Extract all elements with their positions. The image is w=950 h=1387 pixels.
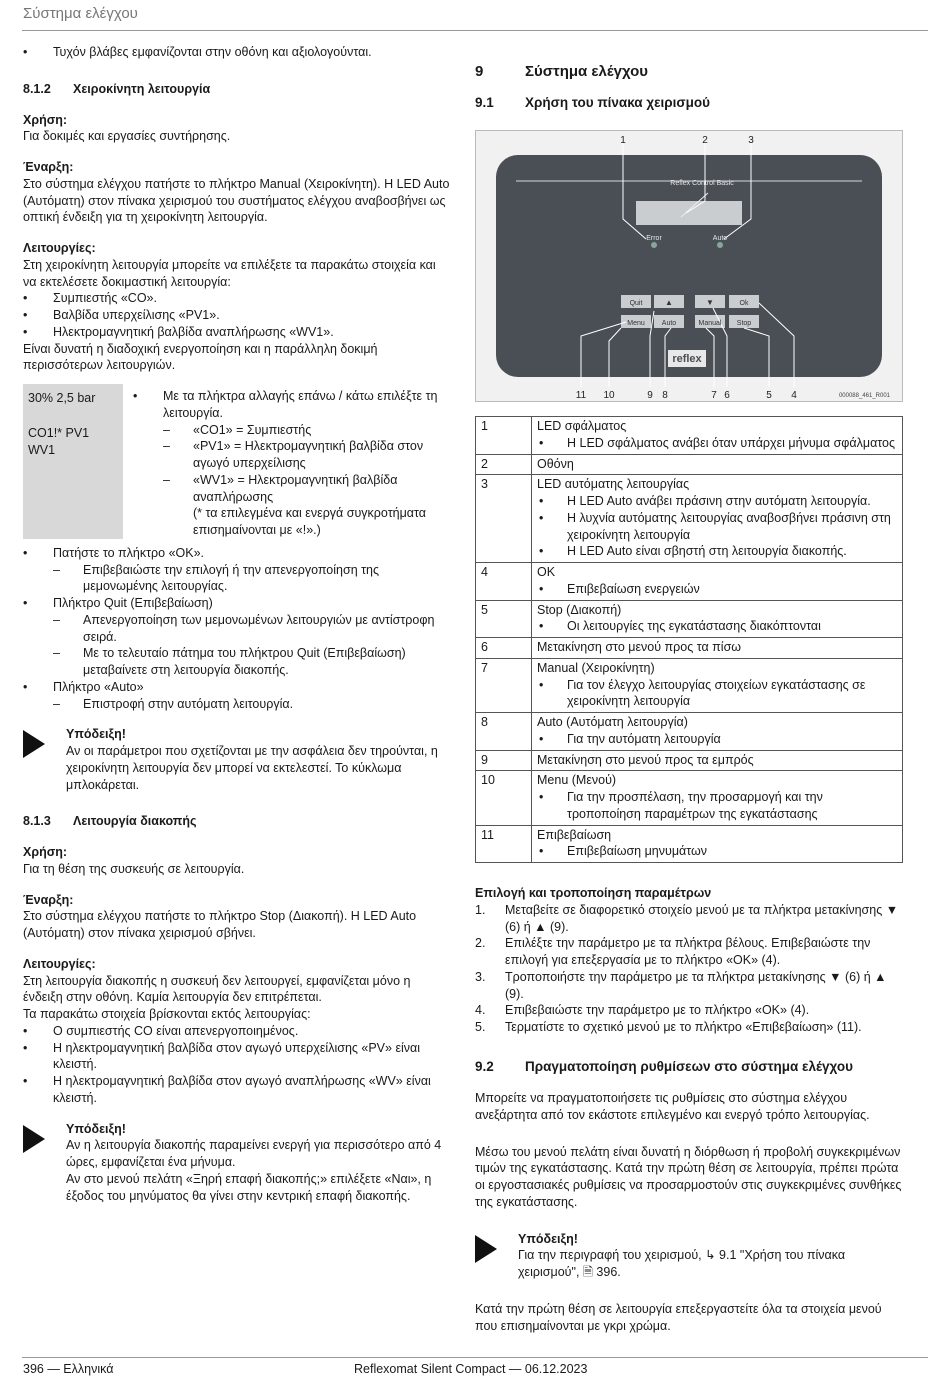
list-item: – Απενεργοποίηση των μεμονωμένων λειτουργιών με αντίστροφη σειρά. <box>23 612 451 646</box>
list-item: • Οι λειτουργίες της εγκατάστασης διακόπτονται <box>537 618 897 635</box>
panel-brand-text: Reflex Control Basic <box>670 180 734 188</box>
legend-title: Μετακίνηση στο μενού προς τα πίσω <box>537 640 742 655</box>
list-item: • Ο συμπιεστής CO είναι απενεργοποιημένος. <box>23 1023 451 1040</box>
footer-rule <box>22 1357 928 1358</box>
hint-text-1: Αν η λειτουργία διακοπής παραμείνει ενεργή για περισσότερο από 4 ώρες, εμφανίζεται ένα μήνυμα. <box>66 1138 442 1169</box>
list-item: • Η LED σφάλματος ανάβει όταν υπάρχει μήνυμα σφάλματος <box>537 435 897 452</box>
legend-description <box>532 771 903 825</box>
legend-description <box>532 638 903 659</box>
key-label: Quit <box>629 300 643 308</box>
legend-description <box>532 563 903 601</box>
list-item: 1. Μεταβείτε σε διαφορετικό στοιχείο μενού με τα πλήκτρα μετακίνησης ▼ (6) ή ▲ (9). <box>475 902 899 934</box>
hint-text[interactable]: Για την περιγραφή του χειρισμού, ↳ 9.1 "Χρήση του πίνακα χειρισμού", 🗎 396. <box>518 1248 846 1279</box>
callout-number: 8 <box>662 390 668 402</box>
legend-number: 8 <box>476 713 532 751</box>
key-label: Auto <box>661 320 677 328</box>
list-item: • Επιβεβαίωση μηνυμάτων <box>537 843 897 860</box>
section-heading-9: 9 Σύστημα ελέγχου <box>475 63 648 80</box>
list-item: • Η LED Auto είναι σβηστή στη λειτουργία διακοπής. <box>537 543 897 560</box>
list-item: • Η ηλεκτρομαγνητική βαλβίδα στον αγωγό αναπλήρωσης «WV» είναι κλειστή. <box>23 1073 451 1107</box>
hint-arrow-icon <box>475 1231 518 1281</box>
control-panel-figure <box>475 130 903 402</box>
callout-number: 7 <box>711 390 717 402</box>
panel-error-label: Error <box>646 235 662 243</box>
start-text: Στο σύστημα ελέγχου πατήστε το πλήκτρο Stop (Διακοπή). Η LED Auto (Αυτόματη) στον πίνακα χειρισμού σβήνει. <box>23 909 417 940</box>
table-row <box>476 713 903 751</box>
functions-list <box>23 290 451 340</box>
list-item: • Επιβεβαίωση ενεργειών <box>537 581 897 598</box>
list-item: • Βαλβίδα υπερχείλισης «PV1». <box>23 307 451 324</box>
reflex-logo: reflex <box>672 353 702 366</box>
table-row <box>476 658 903 712</box>
list-item: • Τυχόν βλάβες εμφανίζονται στην οθόνη και αξιολογούνται. <box>23 44 451 61</box>
params-steps <box>475 902 903 1036</box>
list-item: • Για την αυτόματη λειτουργία <box>537 731 897 748</box>
start-label: Έναρξη: <box>23 892 74 907</box>
callout-number: 6 <box>724 390 730 402</box>
legend-title: LED σφάλματος <box>537 419 627 434</box>
legend-number: 5 <box>476 600 532 638</box>
callout-number: 4 <box>791 390 797 402</box>
section-heading-8-1-2: 8.1.2 Χειροκίνητη λειτουργία <box>23 81 211 96</box>
legend-number: 7 <box>476 658 532 712</box>
legend-table <box>475 416 903 863</box>
footer-document-title: Reflexomat Silent Compact — 06.12.2023 <box>354 1362 588 1376</box>
callout-number: 10 <box>603 390 615 402</box>
settings-paragraph-3: Κατά την πρώτη θέση σε λειτουργία επεξεργαστείτε όλα τα στοιχεία μενού που επισημαίνονται με γκρι χρώμα. <box>475 1301 882 1333</box>
legend-description <box>532 658 903 712</box>
list-item: 5. Τερματίστε το σχετικό μενού με το πλήκτρο «Επιβεβαίωση» (11). <box>475 1020 862 1035</box>
legend-title: Μετακίνηση στο μενού προς τα εμπρός <box>537 752 754 767</box>
list-item: • Ηλεκτρομαγνητική βαλβίδα αναπλήρωσης «WV1». <box>23 324 451 341</box>
legend-number: 6 <box>476 638 532 659</box>
hint-text: Αν οι παράμετροι που σχετίζονται με την ασφάλεια δεν τηρούνται, η χειροκίνητη λειτουργία δεν μπορεί να εκτελεστεί. Το κύκλωμα μπλοκάρεται. <box>66 744 438 792</box>
list-item: 3. Τροποποιήστε την παράμετρο με τα πλήκτρα μετακίνησης ▼ (6) ή ▲ (9). <box>475 969 887 1001</box>
section-heading-9-2: 9.2 Πραγματοποίηση ρυθμίσεων στο σύστημα ελέγχου <box>475 1058 853 1074</box>
hint-arrow-icon <box>23 726 66 793</box>
functions-label: Λειτουργίες: <box>23 241 96 255</box>
start-label: Έναρξη: <box>23 160 74 174</box>
display-line-2: CO1!* PV1 WV1 <box>28 425 90 457</box>
hint-box-settings <box>475 1231 903 1281</box>
legend-title: Menu (Μενού) <box>537 773 617 788</box>
list-item: • Η λυχνία αυτόματης λειτουργίας αναβοσβήνει πράσινη στη χειροκίνητη λειτουργία <box>537 510 897 544</box>
legend-title: Auto (Αυτόματη λειτουργία) <box>537 715 688 730</box>
selection-note: (* τα επιλεγμένα και ενεργά συγκροτήματα επισημαίνονται με «!».) <box>193 506 427 537</box>
callout-number: 1 <box>620 135 626 147</box>
display-readout <box>23 384 123 539</box>
key-label: ▲ <box>665 298 673 308</box>
table-row <box>476 600 903 638</box>
list-item: • Για τον έλεγχο λειτουργίας στοιχείων εγκατάστασης σε χειροκίνητη λειτουργία <box>537 677 897 711</box>
start-text: Στο σύστημα ελέγχου πατήστε το πλήκτρο Manual (Χειροκίνητη). Η LED Auto (Αυτόματη) στον πίνακα χειρισμού του συστήματος ελέγχου αναβοσβήνει ως οπτική ένδειξη για τη χειροκίνητη λειτουργία. <box>23 176 450 225</box>
list-item: 2. Επιλέξτε την παράμετρο με τα πλήκτρα βέλους. Επιβεβαιώστε την επιλογή για επεξεργασία με το πλήκτρο «OK» (4). <box>475 936 871 968</box>
list-item: • Με τα πλήκτρα αλλαγής επάνω / κάτω επιλέξτε τη λειτουργία. <box>133 388 451 422</box>
page-header-title: Σύστημα ελέγχου <box>23 5 138 22</box>
header-rule <box>22 30 928 31</box>
legend-title: Επιβεβαίωση <box>537 827 612 842</box>
list-item: 4. Επιβεβαιώστε την παράμετρο με το πλήκτρο «OK» (4). <box>475 1003 810 1018</box>
list-item: • Η ηλεκτρομαγνητική βαλβίδα στον αγωγό υπερχείλισης «PV» είναι κλειστή. <box>23 1040 451 1074</box>
params-title: Επιλογή και τροποποίηση παραμέτρων <box>475 886 712 901</box>
list-item: • Συμπιεστής «CO». <box>23 290 451 307</box>
callout-number: 2 <box>702 135 708 147</box>
table-row <box>476 750 903 771</box>
list-item: • Για την προσπέλαση, την προσαρμογή και την τροποποίηση παραμέτρων της εγκατάστασης <box>537 789 897 823</box>
use-text: Για δοκιμές και εργασίες συντήρησης. <box>23 129 231 144</box>
hint-box-stop <box>23 1121 451 1205</box>
legend-number: 9 <box>476 750 532 771</box>
legend-title: LED αυτόματης λειτουργίας <box>537 477 690 492</box>
legend-description <box>532 825 903 863</box>
legend-number: 10 <box>476 771 532 825</box>
legend-description <box>532 475 903 563</box>
figure-reference: 000088_461_R001 <box>838 393 890 400</box>
panel-display <box>636 201 742 225</box>
list-item: • Η LED Auto ανάβει πράσινη στην αυτόματη λειτουργία. <box>537 493 897 510</box>
key-label: Ok <box>739 300 749 308</box>
key-label: Stop <box>736 320 752 328</box>
hint-label: Υπόδειξη! <box>66 1121 126 1136</box>
functions-text-2: Τα παρακάτω στοιχεία βρίσκονται εκτός λειτουργίας: <box>23 1007 311 1021</box>
section-heading-9-1: 9.1 Χρήση του πίνακα χειρισμού <box>475 95 710 111</box>
auto-led <box>717 242 723 248</box>
key-label: ▼ <box>706 298 714 308</box>
list-item: • Πατήστε το πλήκτρο «OK». – Επιβεβαιώστε την επιλογή ή την απενεργοποίηση της μεμονωμένης λειτουργίας. <box>23 545 451 595</box>
legend-number: 3 <box>476 475 532 563</box>
section-heading-8-1-3: 8.1.3 Λειτουργία διακοπής <box>23 814 197 829</box>
legend-number: 4 <box>476 563 532 601</box>
legend-description <box>532 454 903 475</box>
table-row <box>476 771 903 825</box>
list-item: – «PV1» = Ηλεκτρομαγνητική βαλβίδα στον αγωγό υπερχείλισης <box>133 438 451 472</box>
table-row <box>476 563 903 601</box>
right-column <box>475 62 903 1334</box>
error-led <box>651 242 657 248</box>
legend-title: OK <box>537 565 556 580</box>
hint-label: Υπόδειξη! <box>66 727 126 742</box>
functions-text: Στη χειροκίνητη λειτουργία μπορείτε να επιλέξετε τα παρακάτω στοιχεία και να εκτελέσετε δοκιμαστική λειτουργία: <box>23 257 436 289</box>
callout-number: 5 <box>766 390 772 402</box>
functions-label: Λειτουργίες: <box>23 956 96 971</box>
legend-title: Οθόνη <box>537 456 574 471</box>
legend-number: 1 <box>476 417 532 455</box>
hint-arrow-icon <box>23 1121 66 1205</box>
settings-paragraph-1: Μπορείτε να πραγματοποιήσετε τις ρυθμίσεις στο σύστημα ελέγχου ανεξάρτητα από τον εκάστοτε επιλεγμένο και ενεργό τρόπο λειτουργίας. <box>475 1091 870 1122</box>
key-label: Menu <box>627 320 645 328</box>
legend-description <box>532 750 903 771</box>
legend-description <box>532 600 903 638</box>
use-label: Χρήση: <box>23 112 68 127</box>
table-row <box>476 475 903 563</box>
control-panel-drawing <box>476 131 902 401</box>
functions-after-text: Είναι δυνατή η διαδοχική ενεργοποίηση και η παράλληλη δοκιμή περισσότερων λειτουργιών. <box>23 341 378 373</box>
list-item: • Πλήκτρο «Auto» – Επιστροφή στην αυτόματη λειτουργία. <box>23 679 451 713</box>
callout-number: 3 <box>748 135 754 147</box>
table-row <box>476 638 903 659</box>
selection-description <box>123 384 451 539</box>
hint-box-manual <box>23 726 451 793</box>
table-row <box>476 417 903 455</box>
callout-number: 11 <box>575 390 587 402</box>
keys-list <box>23 545 451 713</box>
use-label: Χρήση: <box>23 845 68 859</box>
display-selection-box <box>23 384 451 539</box>
stop-functions-list <box>23 1023 451 1107</box>
list-item: – Επιβεβαιώστε την επιλογή ή την απενεργοποίηση της μεμονωμένης λειτουργίας. <box>23 562 451 596</box>
panel-auto-label: Auto <box>712 235 728 243</box>
display-line-1: 30% 2,5 bar <box>28 391 96 405</box>
left-column <box>23 44 451 1204</box>
list-item: – Επιστροφή στην αυτόματη λειτουργία. <box>23 696 451 713</box>
table-row <box>476 825 903 863</box>
legend-number: 2 <box>476 454 532 475</box>
table-row <box>476 454 903 475</box>
hint-text-2: Αν στο μενού πελάτη «Ξηρή επαφή διακοπής;» επιλέξετε «Ναι», η έξοδος του μηνύματος θα γίνει στην κεντρική επαφή διακοπής. <box>66 1171 432 1203</box>
legend-description <box>532 417 903 455</box>
functions-text-1: Στη λειτουργία διακοπής η συσκευή δεν λειτουργεί, εμφανίζεται μόνο η ένδειξη στην οθόνη. Καμία λειτουργία δεν επιτρέπεται. <box>23 973 411 1005</box>
callout-number: 9 <box>647 390 653 402</box>
list-item: – «CO1» = Συμπιεστής <box>133 422 451 439</box>
key-label: Manual <box>698 320 722 328</box>
footer-page-number: 396 — Ελληνικά <box>23 1362 114 1376</box>
legend-title: Stop (Διακοπή) <box>537 602 622 617</box>
list-item: – Με το τελευταίο πάτημα του πλήκτρου Quit (Επιβεβαίωση) μεταβαίνετε στη λειτουργία διακοπής. <box>23 645 451 679</box>
legend-title: Manual (Χειροκίνητη) <box>537 660 655 675</box>
list-item: – «WV1» = Ηλεκτρομαγνητική βαλβίδα αναπλήρωσης <box>133 472 451 506</box>
list-item: • Πλήκτρο Quit (Επιβεβαίωση) – Απενεργοποίηση των μεμονωμένων λειτουργιών με αντίστροφη σειρά. – Με το τελευταίο πάτημα του πλήκτρου Quit (Επιβεβαίωση) μεταβαίνετε στη λειτουργία διακοπής. <box>23 595 451 679</box>
top-bullet-list <box>23 44 451 61</box>
legend-description <box>532 713 903 751</box>
panel-body <box>496 155 882 377</box>
hint-label: Υπόδειξη! <box>518 1231 578 1246</box>
use-text: Για τη θέση της συσκευής σε λειτουργία. <box>23 861 245 876</box>
settings-paragraph-2: Μέσω του μενού πελάτη είναι δυνατή η διόρθωση ή προβολή συγκεκριμένων τιμών της εγκατάστασης. Κατά την πρώτη θέση σε λειτουργία, πρέπει πρώτα οι εργοστασιακές ρυθμίσεις να προσαρμοστούν στις συγκεκριμένες συνθήκες της εγκατάστασης. <box>475 1144 902 1209</box>
legend-number: 11 <box>476 825 532 863</box>
